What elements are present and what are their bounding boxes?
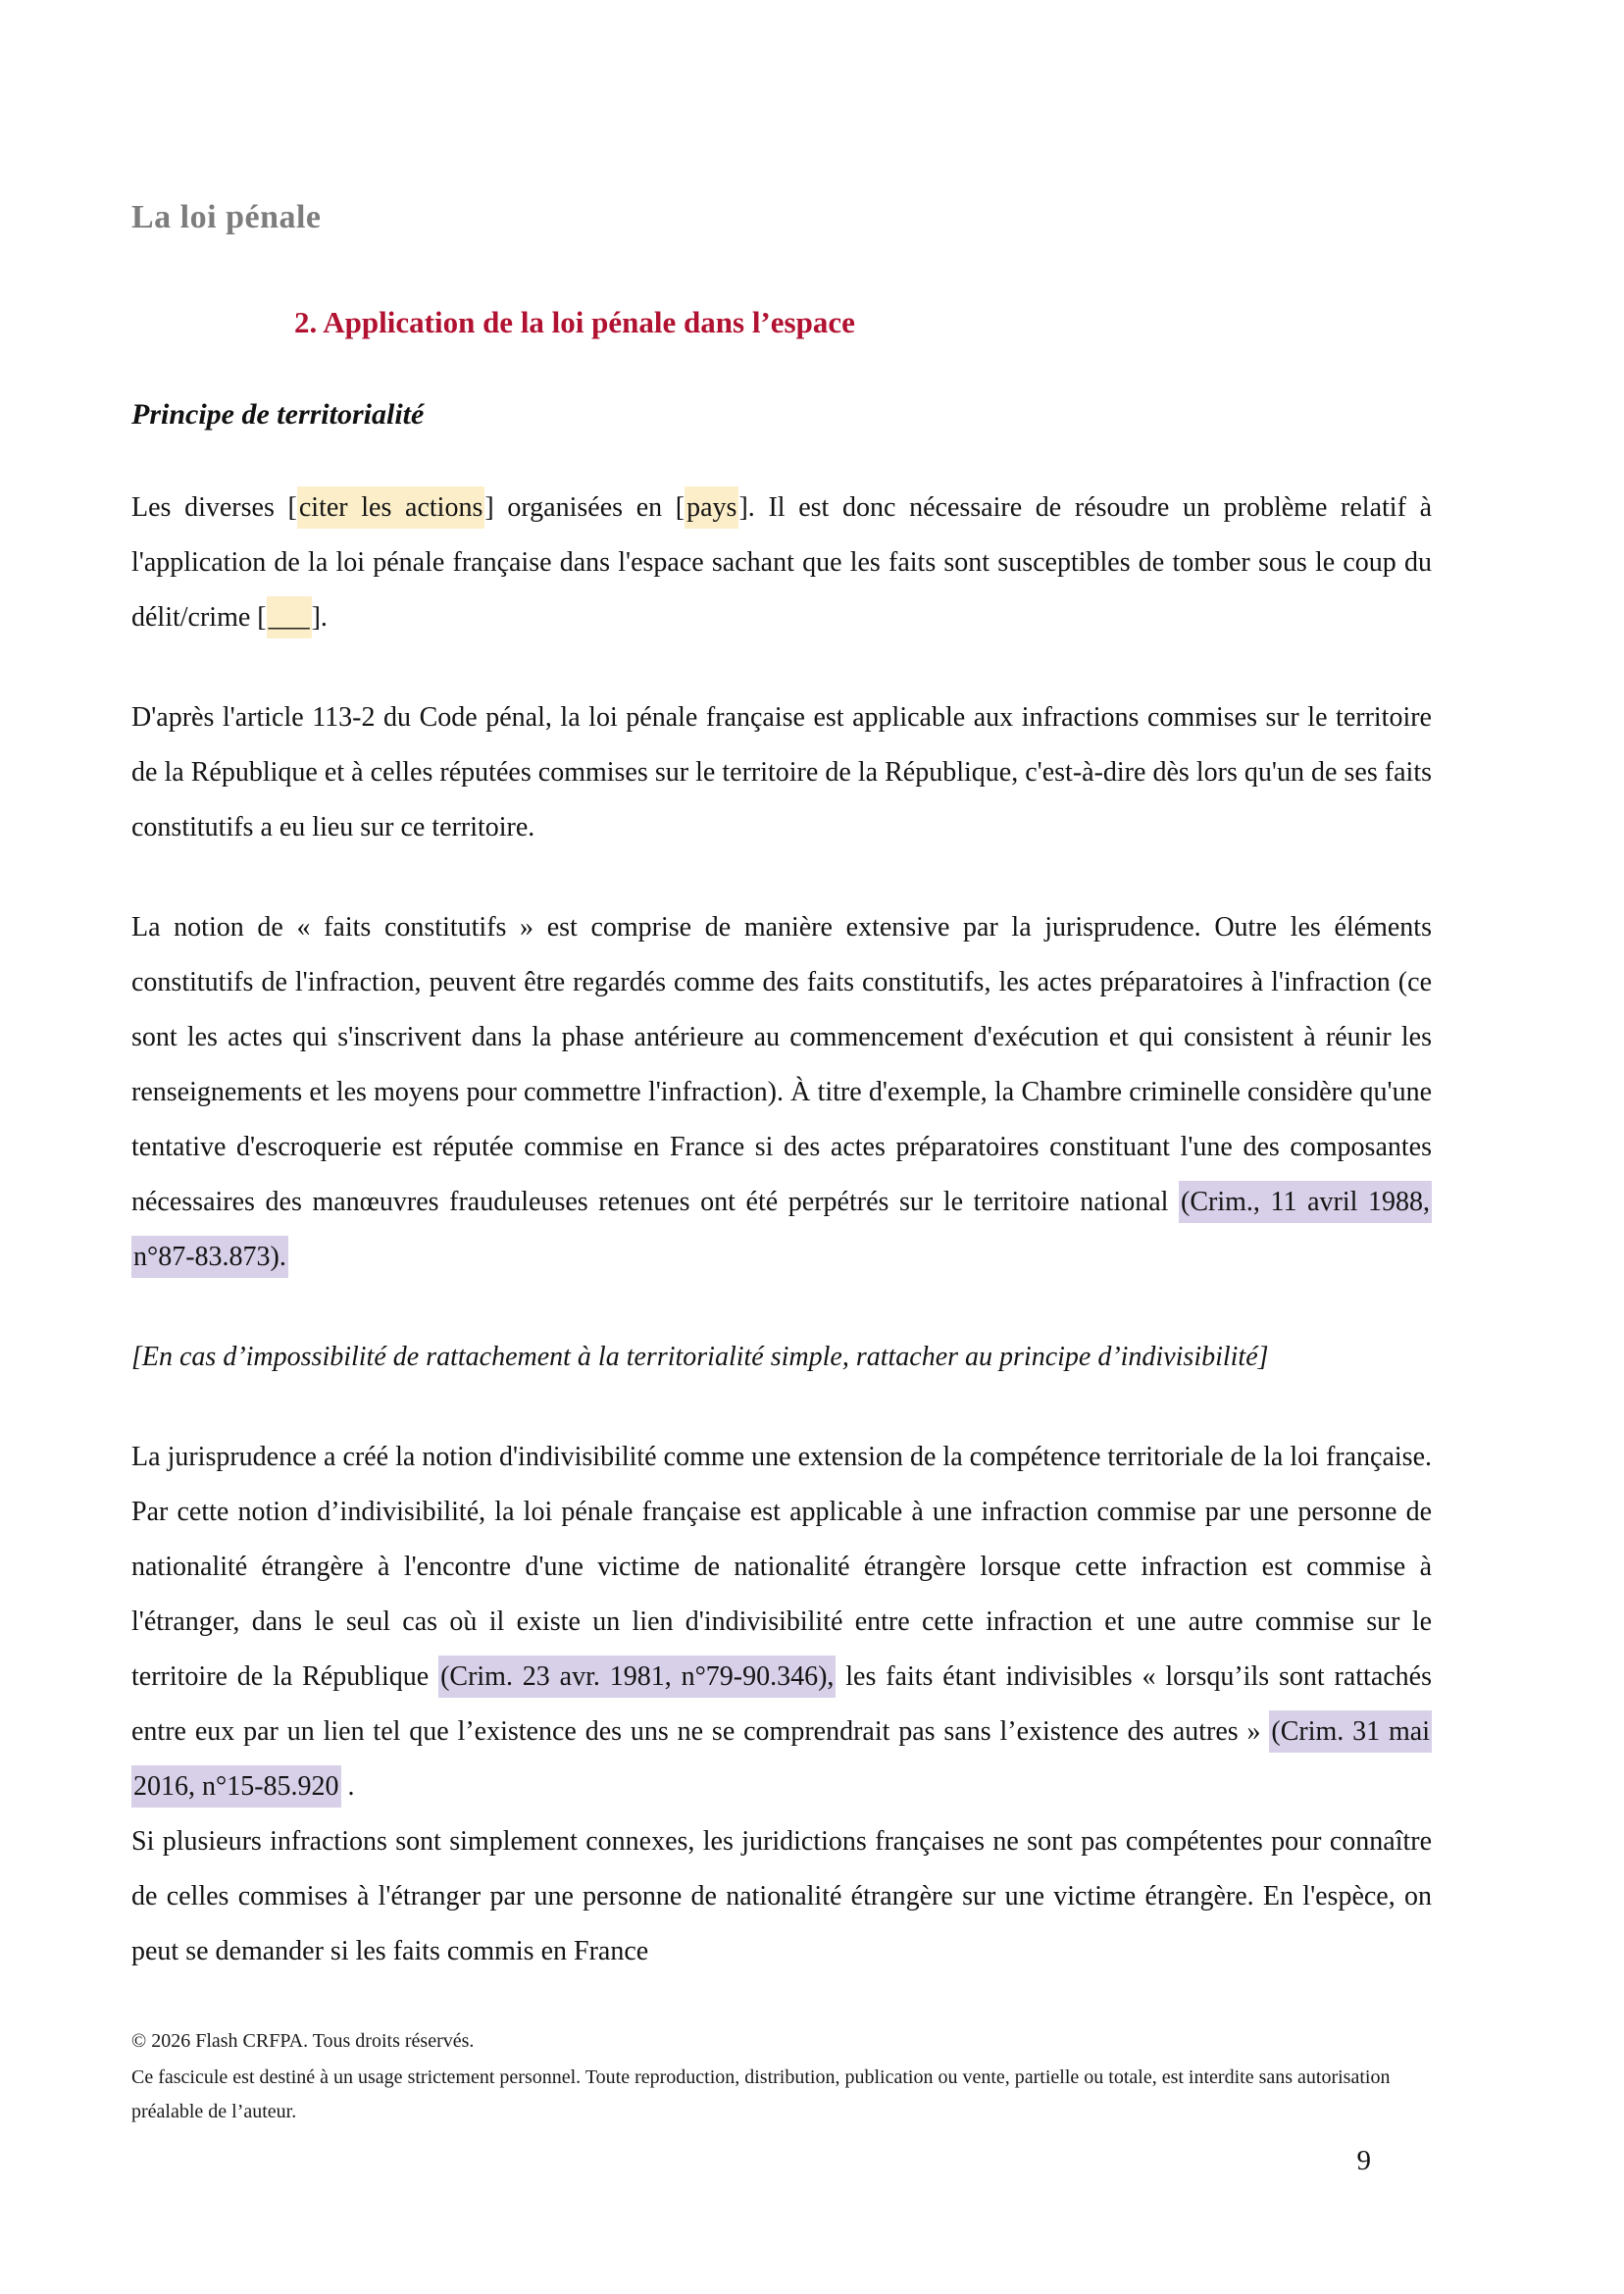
paragraph-intro [131,481,1432,645]
text-run: ]. [311,602,328,633]
text-run: Les diverses [ [131,492,297,523]
footer-copyright: © 2026 Flash CRFPA. Tous droits réservés. [131,2030,475,2052]
text-run: D'après l'article 113-2 du Code pénal, la loi pénale française est applicable aux infractions commises sur le territoire de la République et à celles réputées commises sur le territoire de la République, c'est-à-dire dès lors qu'un de ses faits constitutifs a eu lieu sur ce territoire. [131,702,1432,842]
highlight-yellow: citer les actions [297,486,485,529]
page-number: 9 [1356,2145,1371,2176]
subsection-heading: Principe de territorialité [131,398,425,431]
page-footer [131,2024,1432,2129]
text-run: . [340,1771,355,1802]
highlight-yellow: pays [685,486,738,529]
footer-notice: Ce fascicule est destiné à un usage strictement personnel. Toute reproduction, distribution, publication ou vente, partielle ou totale, est interdite sans autorisation préalable de l’auteur. [131,2066,1391,2122]
text-run: Si plusieurs infractions sont simplement connexes, les juridictions françaises ne sont pas compétentes pour connaître de celles commises à l'étranger par une personne de nationalité étrangère sur une victime étrangère. En l'espèce, on peut se demander si les faits commis en France [131,1826,1432,1966]
text-run: les faits étant indivisibles « lorsqu’ils sont rattachés entre eux par un lien tel que l’existence des uns ne se comprendrait pas sans l’existence des autres » [131,1661,1433,1747]
highlight-purple: (Crim., 11 avril 1988, n°87-83.873). [131,1181,1432,1278]
page-title: La loi pénale [131,199,322,235]
text-run: ] organisées en [ [484,492,685,523]
page-content [131,0,1432,2177]
section-heading: 2. Application de la loi pénale dans l’espace [294,305,855,339]
text-run: La notion de « faits constitutifs » est comprise de manière extensive par la jurisprudence. Outre les éléments constitutifs de l'infraction, peuvent être regardés comme des faits constitutifs, les actes préparatoires à l'infraction (ce sont les actes qui s'inscrivent dans la phase antérieure au commencement d'exécution et qui consistent à réunir les renseignements et les moyens pour commettre l'infraction). À titre d'exemple, la Chambre criminelle considère qu'une tentative d'escroquerie est réputée commise en France si des actes préparatoires constituant l'une des composantes nécessaires des manœuvres frauduleuses retenues ont été perpétrés sur le territoire national [131,912,1432,1217]
paragraph-article-113-2 [131,690,1432,855]
paragraph-note-indivisibilite [131,1330,1432,1385]
paragraph-faits-constitutifs [131,900,1432,1285]
text-run: ]. Il est donc nécessaire de résoudre un problème relatif à l'application de la loi pénale française dans l'espace sachant que les faits sont susceptibles de tomber sous le coup du délit/crime [ [131,492,1432,633]
highlight-yellow: ___ [267,596,312,638]
highlight-purple: (Crim. 31 mai 2016, n°15-85.920 [131,1710,1432,1808]
text-run: [En cas d’impossibilité de rattachement à la territorialité simple, rattacher au principe d’indivisibilité] [131,1342,1269,1372]
paragraph-jurisprudence [131,1430,1432,1814]
highlight-purple: (Crim. 23 avr. 1981, n°79-90.346), [438,1656,836,1698]
paragraph-connexes [131,1814,1432,1979]
text-run: La jurisprudence a créé la notion d'indivisibilité comme une extension de la compétence territoriale de la loi française. Par cette notion d’indivisibilité, la loi pénale française est applicable à une infraction commise par une personne de nationalité étrangère à l'encontre d'une victime de nationalité étrangère lorsque cette infraction est commise à l'étranger, dans le seul cas où il existe un lien d'indivisibilité entre cette infraction et une autre commise sur le territoire de la République [131,1442,1432,1692]
